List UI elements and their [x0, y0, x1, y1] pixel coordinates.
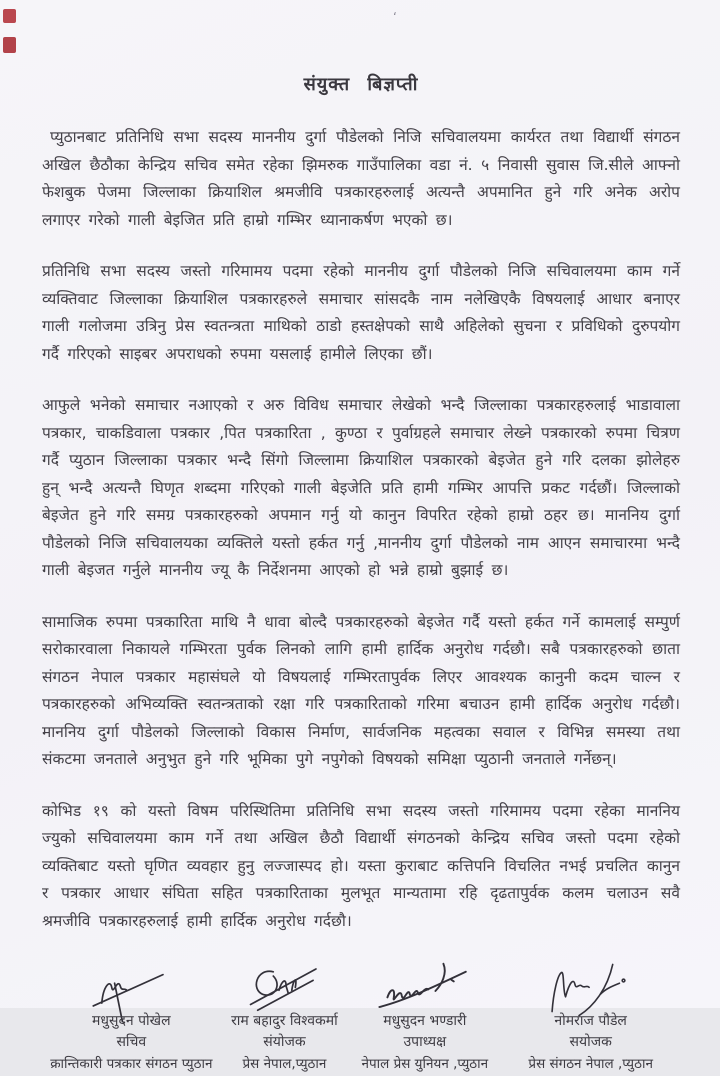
paragraph-3: आफुले भनेको समाचार नआएको र अरु विविध समाचार लेखेको भन्दै जिल्लाका पत्रकारहरुलाई भाडावाला पत्रकार, चाकडिवाला पत्रकार ,पित पत्रकारिता , कुण्ठा र पुर्वाग्रहले समाचार लेख्ने पत्रकारको रुपमा चित्रण गर्दै प्युठान जिल्लाका पत्रकार भन्दै सिंगो जिल्लामा क्रियाशिल पत्रकारको बेइजेत हुने गरि दलका झोलेहरु हुन् भन्दै अत्यन्तै घिणृत शब्दमा गरिएको गाली बेइजेति प्रति हामी गम्भिर आपत्ति प्रकट गर्दछौं। जिल्लाको बेइजेत हुने गरि समग्र पत्रकारहरुको अपमान गर्नु यो कानुन विपरित रहेको हाम्रो ठहर छ। माननिय दुर्गा पौडेलको निजि सचिवालयका व्यक्तिले यस्तो हर्कत गर्नु ,माननीय दुर्गा पौडेलको नाम आएन समाचारमा भन्दै गाली बेइजत गर्नुले माननीय ज्यू कै निर्देशनमा आएको हो भन्ने हाम्रो बुझाई छ। — [42, 396, 680, 579]
signatory-name: राम बहादुर विश्वकर्मा — [231, 1013, 338, 1029]
document-body — [42, 72, 680, 1076]
signatory-column-1 — [42, 959, 221, 1076]
signatory-role: सयोजक — [569, 1034, 612, 1050]
signatory-role: सचिव — [116, 1034, 147, 1050]
signatory-column-4 — [501, 959, 680, 1076]
signatory-org: प्रेस नेपाल,प्युठान — [242, 1056, 327, 1072]
signatory-name: नोमराज पौडेल — [554, 1013, 627, 1029]
signatory-role: संयोजक — [263, 1034, 306, 1050]
document-title: संयुक्त बिज्ञप्ती — [303, 74, 419, 95]
signatory-org: प्रेस संगठन नेपाल ,प्युठान — [528, 1056, 653, 1072]
paragraph-1: प्युठानबाट प्रतिनिधि सभा सदस्य माननीय दुर्गा पौडेलको निजि सचिवालयमा कार्यरत तथा विद्यार्थी संगठन अखिल छैठौका केन्द्रिय सचिव समेत रहेका झिमरुक गाउँपालिका वडा नं. ५ निवासी सुवास जि.सीले आफ्नो फेशबुक पेजमा जिल्लाका क्रियाशिल श्रमजीवि पत्रकारहरुलाई अत्यन्तै अपमानित हुने गरि अनेक अरोप लगाएर गरेको गाली बेइजित प्रति हाम्रो गम्भिर ध्यानाकर्षण भएको छ। — [42, 128, 680, 229]
red-stamp-mark-bottom — [3, 37, 16, 53]
paragraph-2: प्रतिनिधि सभा सदस्य जस्तो गरिमामय पदमा रहेको माननीय दुर्गा पौडेलको निजि सचिवालयमा काम गर्ने व्यक्तिवाट जिल्लाका क्रियाशिल पत्रकारहरुले समाचार सांसदकै नाम नलेखिएकै विषयलाई आधार बनाएर गाली गलोजमा उत्रिनु प्रेस स्वतन्त्रता माथिको ठाडो हस्तक्षेपको साथै अहिलेको सुचना र प्रविधिको दुरुपयोग गर्दै गरिएको साइबर अपराधको रुपमा यसलाई हामीले लिएका छौं। — [42, 262, 680, 363]
signatory-name: मधुसुदन भण्डारी — [383, 1013, 467, 1029]
scan-speck: ʻ — [393, 10, 397, 24]
paragraph-4: सामाजिक रुपमा पत्रकारिता माथि नै धावा बोल्दै पत्रकारहरुको बेइजेत गर्दै यस्तो हर्कत गर्ने कामलाई सम्पुर्ण सरोकारवाला निकायले गम्भिरता पुर्वक लिनको लागि हामी हार्दिक अनुरोध गर्दछौ। सबै पत्रकारहरुको छाता संगठन नेपाल पत्रकार महासंघले यो विषयलाई गम्भिरतापुर्वक लिएर आवश्यक कानुनी कदम चाल्न र पत्रकारहरुको अभिव्यक्ति स्वतन्त्रताको रक्षा गरि पत्रकारिताको गरिमा बचाउन हामी हार्दिक अनुरोध गर्दछौ। माननिय दुर्गा पौडेलको जिल्लाको विकास निर्माण, सार्वजनिक महत्वका सवाल र विभिन्न समस्या तथा संकटमा जनताले अनुभुत हुने गरि भूमिका पुगे नपुगेको विषयको समिक्षा प्युठानी जनताले गर्नेछन्। — [42, 612, 680, 768]
red-stamp-mark-top — [3, 9, 16, 23]
signatory-name: मधुसुदन पोखेल — [92, 1013, 171, 1029]
paragraph-5: कोभिड १९ को यस्तो विषम परिस्थितिमा प्रतिनिधि सभा सदस्य जस्तो गरिमामय पदमा रहेका माननिय ज्युको सचिवालयमा काम गर्ने तथा अखिल छैठौ विद्यार्थी संगठनको केन्द्रिय सचिव जस्तो पदमा रहेको व्यक्तिबाट यस्तो घृणित व्यवहार हुनु लज्जास्पद हो। यस्ता कुराबाट कत्तिपनि विचलित नभई प्रचलित कानुन र पत्रकार आधार संघिता सहित पत्रकारिताका मुलभूत मान्यतामा रहि दृढतापुर्वक कलम चलाउन सवै श्रमजीवि पत्रकारहरुलाई हामी हार्दिक अनुरोध गर्दछौ। — [42, 801, 680, 930]
signatory-org: नेपाल प्रेस युनियन ,प्युठान — [361, 1056, 489, 1072]
signatory-column-3 — [348, 959, 501, 1076]
signatory-role: उपाध्यक्ष — [403, 1034, 447, 1050]
signature-block — [42, 959, 680, 1076]
signatory-column-2 — [221, 959, 349, 1076]
signatory-org: क्रान्तिकारी पत्रकार संगठन प्युठान — [50, 1056, 213, 1072]
